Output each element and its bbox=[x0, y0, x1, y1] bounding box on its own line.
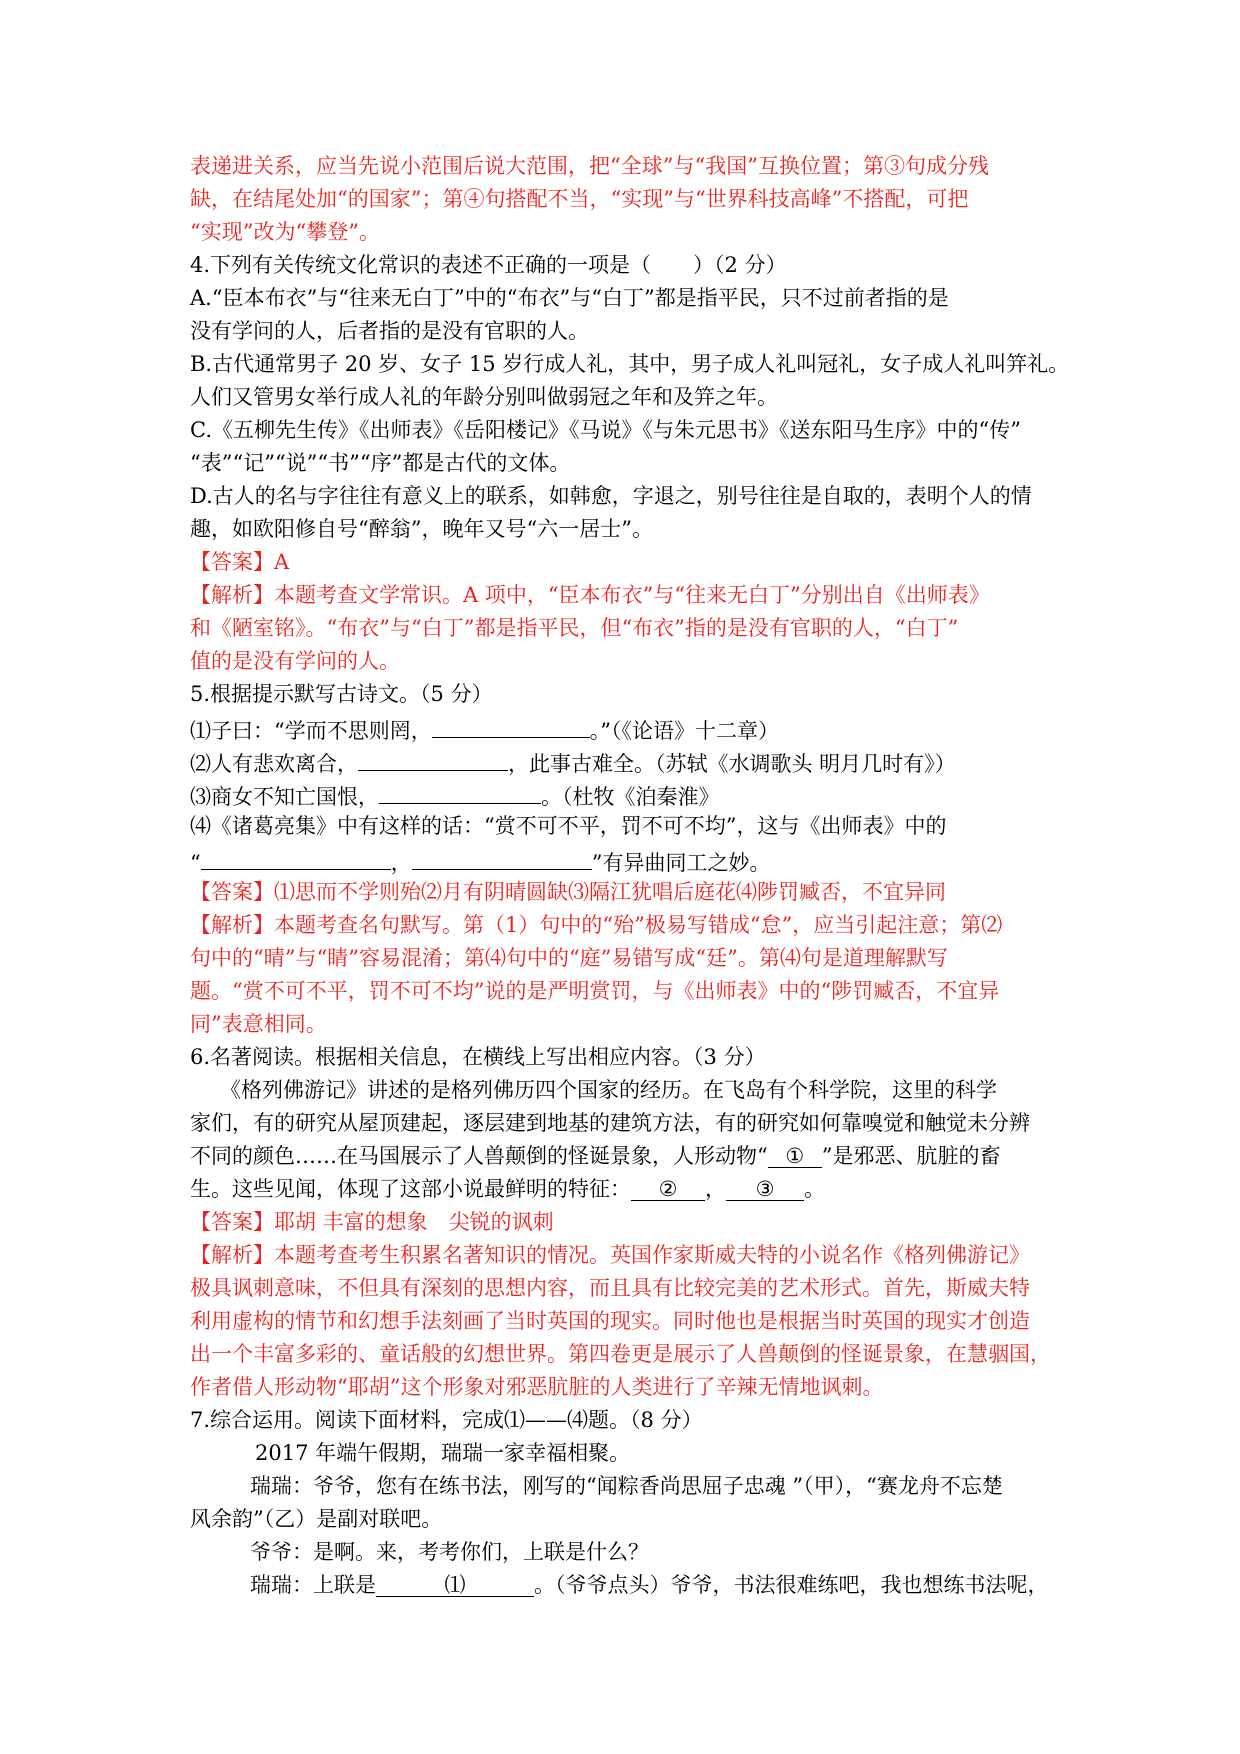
passage-text: 不同的颜色……在马国展示了人兽颠倒的怪诞景象，人形动物“ bbox=[190, 1144, 768, 1168]
passage-line: 家们，有的研究从屋顶建起，逐层建到地基的建筑方法，有的研究如何靠嗅觉和触觉未分辨 bbox=[190, 1111, 1030, 1135]
option-line: 没有学问的人，后者指的是没有官职的人。 bbox=[190, 319, 589, 343]
answer-blank[interactable] bbox=[432, 711, 590, 738]
answer-blank[interactable]: ③ bbox=[726, 1174, 804, 1201]
analysis-line: 极具讽刺意味，不但具有深刻的思想内容，而且具有比较完美的艺术形式。首先，斯威夫特 bbox=[190, 1276, 1030, 1300]
item-text: ，此事古难全。（苏轼《水调歌头 明月几时有》） bbox=[508, 752, 956, 776]
option-line: 人们又管男女举行成人礼的年龄分别叫做弱冠之年和及笄之年。 bbox=[190, 385, 778, 409]
option-line: C.《五柳先生传》《出师表》《岳阳楼记》《马说》《与朱元思书》《送东阳马生序》中的“传” bbox=[190, 418, 1021, 442]
passage-text: ， bbox=[705, 1177, 726, 1201]
passage-text: ”是邪恶、肮脏的畜 bbox=[821, 1144, 1001, 1168]
answer-blank[interactable] bbox=[358, 744, 508, 771]
q3-analysis bbox=[190, 150, 1070, 249]
option-line: B.古代通常男子 20 岁、女子 15 岁行成人礼，其中，男子成人礼叫冠礼，女子成人礼叫笄礼。 bbox=[190, 352, 1070, 376]
answer-line: 【答案】耶胡 丰富的想象 尖锐的讽刺 bbox=[190, 1210, 554, 1234]
passage-line: 《格列佛游记》讲述的是格列佛历四个国家的经历。在飞岛有个科学院，这里的科学 bbox=[220, 1078, 997, 1102]
question-4 bbox=[190, 249, 1070, 678]
fill-item-3 bbox=[190, 777, 1070, 810]
analysis-line: 值的是没有学问的人。 bbox=[190, 649, 400, 673]
analysis-line: 利用虚构的情节和幻想手法刻画了当时英国的现实。同时他也是根据当时英国的现实才创造 bbox=[190, 1309, 1030, 1333]
analysis-line: 表递进关系，应当先说小范围后说大范围，把“全球”与“我国”互换位置；第③句成分残 bbox=[190, 154, 989, 178]
item-text: 。（杜牧《泊秦淮》 bbox=[541, 785, 720, 809]
option-line: D.古人的名与字往往有意义上的联系，如韩愈，字退之，别号往往是自取的，表明个人的情 bbox=[190, 484, 1032, 508]
answer-blank[interactable] bbox=[379, 777, 541, 804]
option-line: 趣，如欧阳修自号“醉翁”，晚年又号“六一居士”。 bbox=[190, 517, 653, 541]
passage-text: 。 bbox=[804, 1177, 825, 1201]
fill-item-2 bbox=[190, 744, 1070, 777]
question-5 bbox=[190, 678, 1070, 1041]
item-text: ⑵人有悲欢离合， bbox=[190, 752, 358, 776]
passage-line: 2017 年端午假期，瑞瑞一家幸福相聚。 bbox=[255, 1441, 631, 1465]
item-text: 。”（《论语》十二章） bbox=[589, 719, 779, 743]
fill-item-1 bbox=[190, 711, 1070, 744]
answer-blank[interactable]: ⑴ bbox=[376, 1570, 534, 1597]
question-7 bbox=[190, 1404, 1070, 1602]
analysis-line: 作者借人形动物“耶胡”这个形象对邪恶肮脏的人类进行了辛辣无情地讽刺。 bbox=[190, 1375, 884, 1399]
dialogue-line: 爷爷：是啊。来，考考你们，上联是什么？ bbox=[250, 1540, 649, 1564]
analysis-line: 出一个丰富多彩的、童话般的幻想世界。第四卷更是展示了人兽颠倒的怪诞景象，在慧骃国， bbox=[190, 1342, 1051, 1366]
answer-blank[interactable]: ① bbox=[768, 1141, 822, 1168]
dialogue-line: 瑞瑞：爷爷，您有在练书法，刚写的“闻粽香尚思屈子忠魂 ”（甲），“赛龙舟不忘楚 bbox=[250, 1474, 1003, 1498]
analysis-line: 和《陋室铭》。“布衣”与“白丁”都是指平民，但“布衣”指的是没有官职的人，“白丁” bbox=[190, 616, 959, 640]
answer-blank[interactable] bbox=[412, 843, 592, 870]
item-text: ”有异曲同工之妙。 bbox=[591, 851, 771, 875]
dialogue-line bbox=[190, 1569, 1070, 1602]
analysis-line: “实现”改为“攀登”。 bbox=[190, 220, 380, 244]
dialogue-text: 瑞瑞：上联是 bbox=[250, 1573, 376, 1597]
analysis-line: 题。“赏不可不平，罚不可不均”说的是严明赏罚，与《出师表》中的“陟罚臧否，不宜异 bbox=[190, 979, 1000, 1003]
analysis-line: 【解析】本题考查文学常识。A 项中，“臣本布衣”与“往来无白丁”分别出自《出师表》 bbox=[190, 583, 990, 607]
answer-blank[interactable]: ② bbox=[631, 1174, 705, 1201]
item-text: ⑴子曰：“学而不思则罔， bbox=[190, 719, 432, 743]
exam-page bbox=[190, 150, 1070, 1602]
passage-line bbox=[190, 1140, 1070, 1173]
fill-item-4-line2 bbox=[190, 843, 1070, 876]
question-6 bbox=[190, 1041, 1070, 1404]
analysis-line: 【解析】本题考查名句默写。第（1）句中的“殆”极易写错成“怠”，应当引起注意；第⑵ bbox=[190, 913, 1003, 937]
option-line: “表”“记”“说”“书”“序”都是古代的文体。 bbox=[190, 451, 571, 475]
passage-line bbox=[190, 1173, 1070, 1206]
answer-line: 【答案】A bbox=[190, 550, 290, 574]
question-stem: 6.名著阅读。根据相关信息，在横线上写出相应内容。（3 分） bbox=[190, 1045, 766, 1069]
dialogue-line: 风余韵”（乙）是副对联吧。 bbox=[190, 1507, 443, 1531]
dialogue-text: 。（爷爷点头）爷爷，书法很难练吧，我也想练书法呢， bbox=[534, 1573, 1049, 1597]
item-text: ， bbox=[390, 851, 412, 875]
option-line: A.“臣本布衣”与“往来无白丁”中的“布衣”与“白丁”都是指平民，只不过前者指的是 bbox=[190, 286, 949, 310]
analysis-line: 缺，在结尾处加“的国家”；第④句搭配不当，“实现”与“世界科技高峰”不搭配，可把 bbox=[190, 187, 969, 211]
answer-line: 【答案】⑴思而不学则殆⑵月有阴晴圆缺⑶隔江犹唱后庭花⑷陟罚臧否，不宜异同 bbox=[190, 880, 946, 904]
analysis-line: 同”表意相同。 bbox=[190, 1012, 327, 1036]
item-text: “ bbox=[190, 851, 201, 875]
fill-item-4-line1: ⑷《诸葛亮集》中有这样的话：“赏不可不平，罚不可不均”，这与《出师表》中的 bbox=[190, 814, 947, 838]
analysis-line: 句中的“晴”与“睛”容易混淆；第⑷句中的“庭”易错写成“廷”。第⑷句是道理解默写 bbox=[190, 946, 948, 970]
analysis-line: 【解析】本题考查考生积累名著知识的情况。英国作家斯威夫特的小说名作《格列佛游记》 bbox=[190, 1243, 1030, 1267]
question-stem: 5.根据提示默写古诗文。（5 分） bbox=[190, 682, 493, 706]
item-text: ⑶商女不知亡国恨， bbox=[190, 785, 379, 809]
question-stem: 4.下列有关传统文化常识的表述不正确的一项是（ ）（2 分） bbox=[190, 253, 787, 277]
question-stem: 7.综合运用。阅读下面材料，完成⑴——⑷题。（8 分） bbox=[190, 1408, 703, 1432]
answer-blank[interactable] bbox=[201, 843, 391, 870]
passage-text: 生。这些见闻，体现了这部小说最鲜明的特征： bbox=[190, 1177, 631, 1201]
